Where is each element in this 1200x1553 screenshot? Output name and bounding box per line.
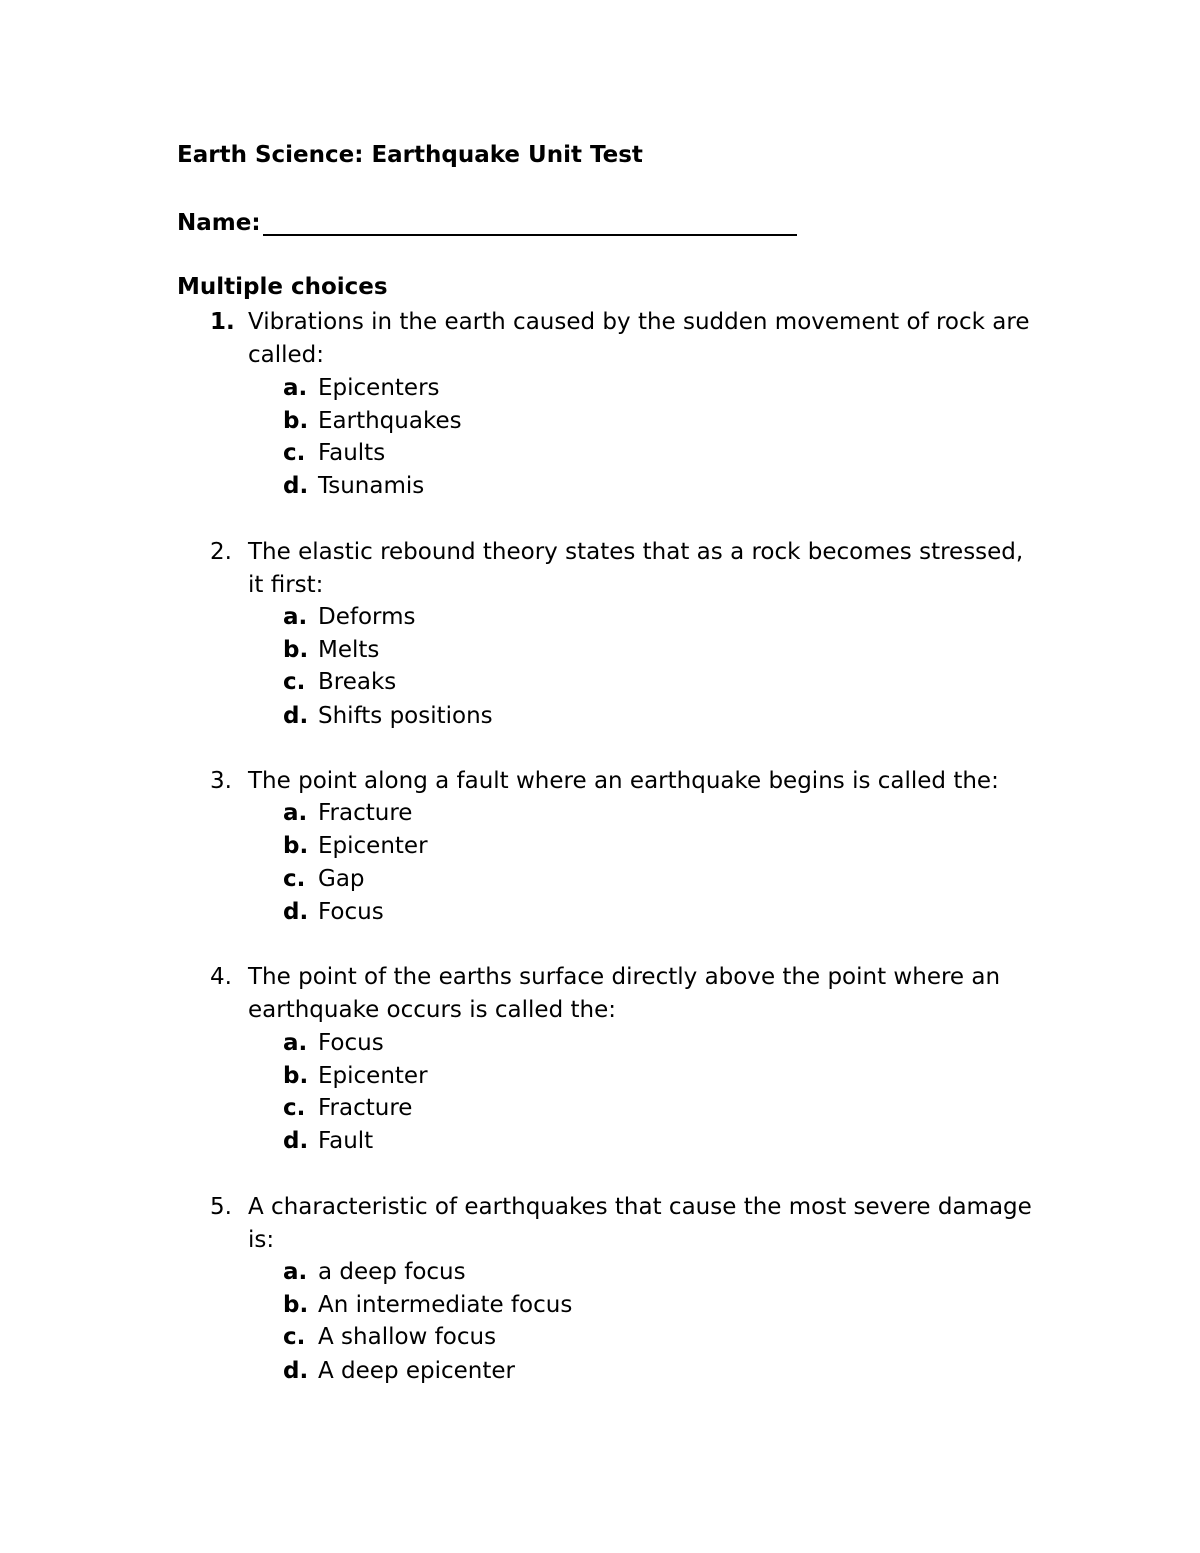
question-text: Vibrations in the earth caused by the sudden movement of rock are called: (248, 309, 1030, 368)
choice-letter: d. (283, 1358, 309, 1384)
question-number: 4. (210, 964, 232, 990)
choice-text: A deep epicenter (318, 1358, 515, 1384)
choice-letter: d. (283, 703, 309, 729)
choice-letter: c. (283, 440, 306, 466)
choice-text: Shifts positions (318, 703, 493, 729)
document-title: Earth Science: Earthquake Unit Test (177, 142, 643, 168)
choice-text: Faults (318, 440, 386, 466)
choice-text: Melts (318, 637, 380, 663)
question-number: 3. (210, 768, 232, 794)
choice-letter: b. (283, 637, 309, 663)
choice-letter: a. (283, 604, 308, 630)
choice-letter: b. (283, 1063, 309, 1089)
choice-5b[interactable] (0, 1289, 1200, 1322)
choice-text: Focus (318, 899, 384, 925)
choice-letter: b. (283, 408, 309, 434)
choice-2b[interactable] (0, 634, 1200, 667)
choice-text: A shallow focus (318, 1324, 497, 1350)
choice-text: Deforms (318, 604, 416, 630)
section-heading: Multiple choices (177, 274, 388, 300)
choice-1a[interactable] (0, 372, 1200, 405)
choice-1d[interactable] (0, 470, 1200, 503)
choice-text: Epicenter (318, 1063, 428, 1089)
choice-text: Fault (318, 1128, 374, 1154)
choice-3a[interactable] (0, 797, 1200, 830)
question-number: 1. (210, 309, 235, 335)
choice-4c[interactable] (0, 1092, 1200, 1125)
question-text: The point along a fault where an earthquake begins is called the: (248, 768, 999, 794)
choice-text: Focus (318, 1030, 384, 1056)
choice-letter: b. (283, 1292, 309, 1318)
choice-text: Gap (318, 866, 365, 892)
choice-text: Fracture (318, 1095, 413, 1121)
choice-5d[interactable] (0, 1355, 1200, 1388)
choice-3c[interactable] (0, 863, 1200, 896)
choice-4a[interactable] (0, 1027, 1200, 1060)
choice-text: Fracture (318, 800, 413, 826)
choice-letter: c. (283, 1324, 306, 1350)
choice-letter: d. (283, 1128, 309, 1154)
question-text: The point of the earths surface directly above the point where an earthquake occurs is called the: (248, 964, 1001, 1023)
name-field (177, 210, 797, 236)
choice-letter: c. (283, 866, 306, 892)
question-number: 5. (210, 1194, 232, 1220)
choice-1c[interactable] (0, 437, 1200, 470)
question-text: The elastic rebound theory states that as a rock becomes stressed, it first: (248, 539, 1024, 598)
choice-letter: d. (283, 899, 309, 925)
choice-letter: b. (283, 833, 309, 859)
choice-text: Epicenter (318, 833, 428, 859)
choice-text: a deep focus (318, 1259, 466, 1285)
choice-3d[interactable] (0, 896, 1200, 929)
choice-text: Epicenters (318, 375, 440, 401)
question-number: 2. (210, 539, 232, 565)
choice-letter: c. (283, 669, 306, 695)
choice-letter: a. (283, 1259, 308, 1285)
choice-text: Tsunamis (318, 473, 425, 499)
choice-4b[interactable] (0, 1060, 1200, 1093)
name-blank-line[interactable] (263, 210, 797, 236)
choice-letter: a. (283, 375, 308, 401)
question-text: A characteristic of earthquakes that cause the most severe damage is: (248, 1194, 1032, 1253)
choice-letter: d. (283, 473, 309, 499)
choice-3b[interactable] (0, 830, 1200, 863)
choice-letter: a. (283, 1030, 308, 1056)
name-label: Name: (177, 210, 261, 236)
choice-2c[interactable] (0, 666, 1200, 699)
choice-4d[interactable] (0, 1125, 1200, 1158)
choice-letter: a. (283, 800, 308, 826)
choice-letter: c. (283, 1095, 306, 1121)
choice-text: Breaks (318, 669, 397, 695)
choice-1b[interactable] (0, 405, 1200, 438)
choice-5c[interactable] (0, 1321, 1200, 1354)
choice-text: An intermediate focus (318, 1292, 573, 1318)
choice-text: Earthquakes (318, 408, 462, 434)
choice-5a[interactable] (0, 1256, 1200, 1289)
choice-2a[interactable] (0, 601, 1200, 634)
choice-2d[interactable] (0, 700, 1200, 733)
